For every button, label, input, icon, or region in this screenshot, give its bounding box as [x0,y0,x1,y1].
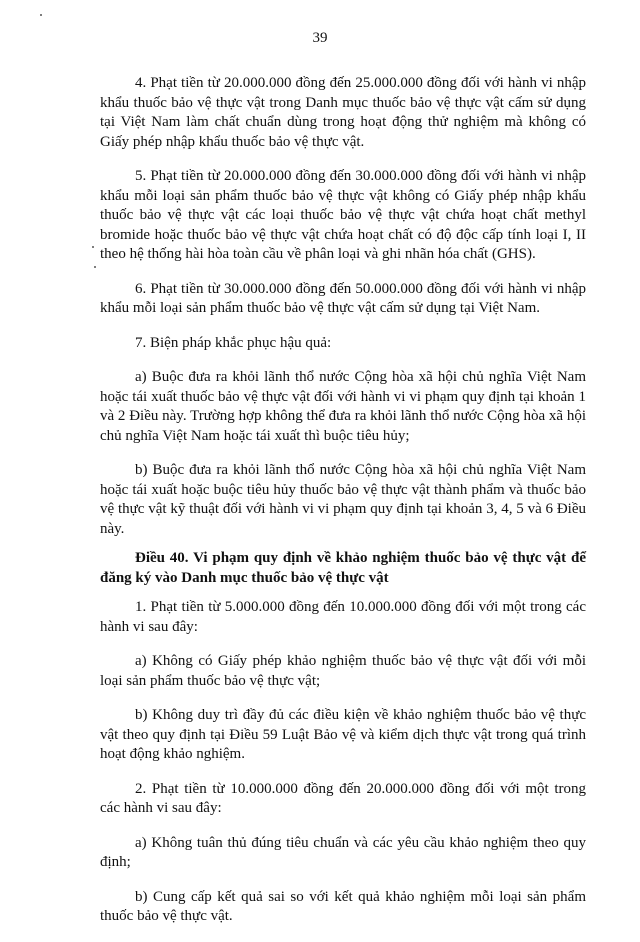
paragraph-article-40-clause-1: 1. Phạt tiền từ 5.000.000 đồng đến 10.000.000 đồng đối với một trong các hành vi sau đây: [100,599,586,635]
scan-speck [92,246,94,248]
document-body [100,74,586,942]
scan-speck [40,14,42,16]
page-number: 39 [312,30,328,46]
paragraph-clause-6: 6. Phạt tiền từ 30.000.000 đồng đến 50.000.000 đồng đối với hành vi nhập khẩu mỗi loại sản phẩm thuốc bảo vệ thực vật cấm sử dụng tại Việt Nam. [100,280,586,316]
paragraph-clause-7b: b) Buộc đưa ra khỏi lãnh thổ nước Cộng hòa xã hội chủ nghĩa Việt Nam hoặc tái xuất hoặc buộc tiêu hủy thuốc bảo vệ thực vật thành phẩm và thuốc bảo vệ thực vật kỹ thuật đối với hành vi vi phạm quy định tại khoản 3, 4, 5 và 6 Điều này. [100,462,586,537]
paragraph-clause-7: 7. Biện pháp khắc phục hậu quả: [135,334,332,351]
paragraph-article-40-clause-2a: a) Không tuân thủ đúng tiêu chuẩn và các yêu cầu khảo nghiệm theo quy định; [100,834,586,870]
paragraph-article-40-clause-1a: a) Không có Giấy phép khảo nghiệm thuốc bảo vệ thực vật đối với mỗi loại sản phẩm thuốc bảo vệ thực vật; [100,653,586,689]
paragraph-clause-5: 5. Phạt tiền từ 20.000.000 đồng đến 30.000.000 đồng đối với hành vi nhập khẩu mỗi loại sản phẩm thuốc bảo vệ thực vật không có Giấy phép nhập khẩu thuốc bảo vệ thực vật các loại thuốc bảo vệ thực vật chứa hoạt chất methyl bromide hoặc thuốc bảo vệ thực vật chứa hoạt chất có độ độc cấp tính loại I, II theo hệ thống hài hòa toàn cầu về phân loại và ghi nhãn hóa chất (GHS). [100,168,586,262]
paragraph-clause-7a: a) Buộc đưa ra khỏi lãnh thổ nước Cộng hòa xã hội chủ nghĩa Việt Nam hoặc tái xuất thuốc bảo vệ thực vật đối với hành vi vi phạm quy định tại khoản 1 và 2 Điều này. Trường hợp không thể đưa ra khỏi lãnh thổ nước Cộng hòa xã hội chủ nghĩa Việt Nam hoặc tái xuất thì buộc tiêu hủy; [100,369,586,444]
article-40-heading: Điều 40. Vi phạm quy định về khảo nghiệm thuốc bảo vệ thực vật để đăng ký vào Danh mục thuốc bảo vệ thực vật [100,550,586,586]
scan-speck [94,266,96,268]
paragraph-article-40-clause-2b: b) Cung cấp kết quả sai so với kết quả khảo nghiệm mỗi loại sản phẩm thuốc bảo vệ thực vật. [100,888,586,924]
paragraph-clause-4: 4. Phạt tiền từ 20.000.000 đồng đến 25.000.000 đồng đối với hành vi nhập khẩu thuốc bảo vệ thực vật trong Danh mục thuốc bảo vệ thực vật cấm sử dụng tại Việt Nam làm chất chuẩn dùng trong hoạt động thử nghiệm mà không có Giấy phép nhập khẩu thuốc bảo vệ thực vật. [100,75,586,150]
paragraph-article-40-clause-1b: b) Không duy trì đầy đủ các điều kiện về khảo nghiệm thuốc bảo vệ thực vật theo quy định tại Điều 59 Luật Bảo vệ và kiểm dịch thực vật trong quá trình hoạt động khảo nghiệm. [100,707,586,762]
paragraph-article-40-clause-2: 2. Phạt tiền từ 10.000.000 đồng đến 20.000.000 đồng đối với một trong các hành vi sau đây: [100,780,586,816]
